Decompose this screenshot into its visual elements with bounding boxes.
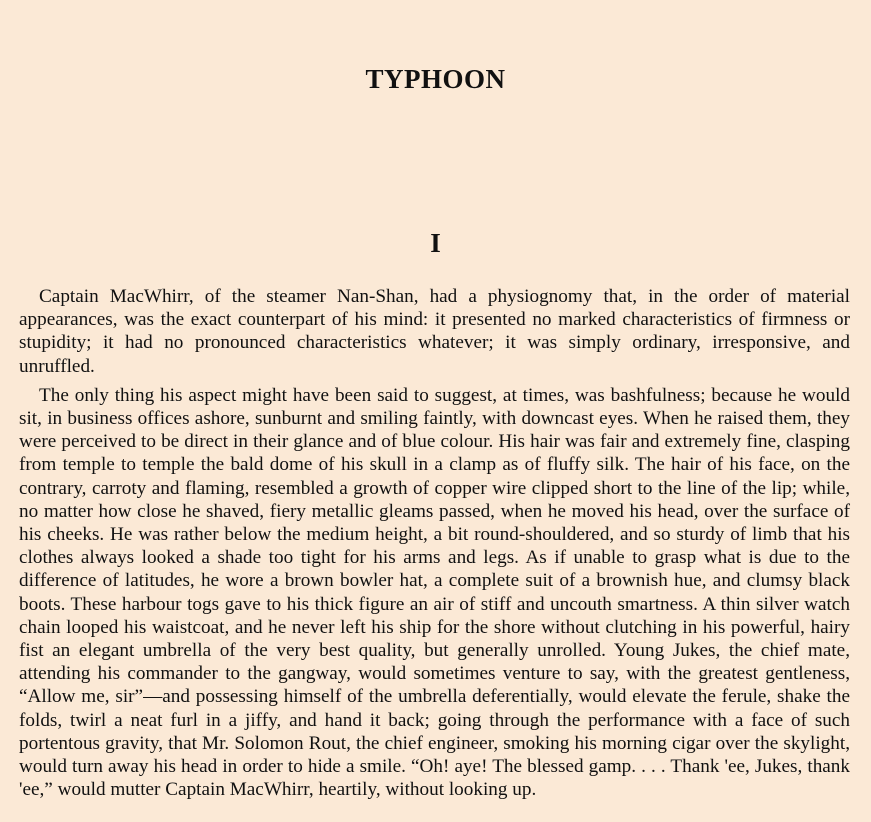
- paragraph: The only thing his aspect might have been said to suggest, at times, was bashfulness; because he would sit, in business offices ashore, sunburnt and smiling faintly, with downcast eyes. When he raised them, they were perceived to be direct in their glance and of blue colour. His hair was fair and extremely fine, clasping from temple to temple the bald dome of his skull in a clamp as of fluffy silk. The hair of his face, on the contrary, carroty and flaming, resembled a growth of copper wire clipped short to the line of the lip; while, no matter how close he shaved, fiery metallic gleams passed, when he moved his head, over the surface of his cheeks. He was rather below the medium height, a bit round-shouldered, and so sturdy of limb that his clothes always looked a shade too tight for his arms and legs. As if unable to grasp what is due to the difference of latitudes, he wore a brown bowler hat, a complete suit of a brownish hue, and clumsy black boots. These harbour togs gave to his thick figure an air of stiff and uncouth smartness. A thin silver watch chain looped his waistcoat, and he never left his ship for the shore without clutching in his powerful, hairy fist an elegant umbrella of the very best quality, but generally unrolled. Young Jukes, the chief mate, attending his commander to the gangway, would sometimes venture to say, with the greatest gentleness, “Allow me, sir”—and possessing himself of the umbrella deferentially, would elevate the ferule, shake the folds, twirl a neat furl in a jiffy, and hand it back; going through the performance with a face of such portentous gravity, that Mr. Solomon Rout, the chief engineer, smoking his morning cigar over the skylight, would turn away his head in order to hide a smile. “Oh! aye! The blessed gamp. . . . Thank 'ee, Jukes, thank 'ee,” would mutter Captain MacWhirr, heartily, without looking up.: [19, 384, 850, 801]
- chapter-body: [19, 285, 850, 807]
- paragraph: Captain MacWhirr, of the steamer Nan-Shan, had a physiognomy that, in the order of material appearances, was the exact counterpart of his mind: it presented no marked characteristics of firmness or stupidity; it had no pronounced characteristics whatever; it was simply ordinary, irresponsive, and unruffled.: [19, 286, 850, 377]
- book-title: TYPHOON: [365, 64, 506, 94]
- chapter-heading: I: [430, 228, 441, 258]
